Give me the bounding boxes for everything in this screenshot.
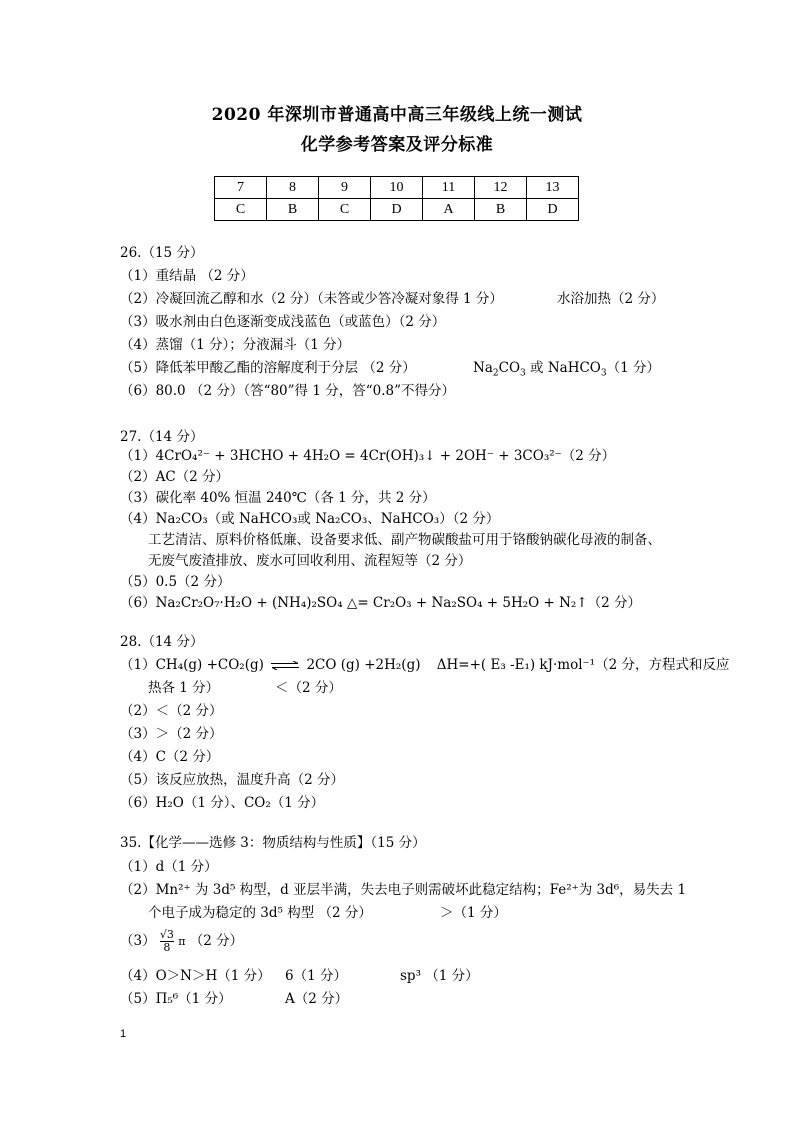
q35-line-2c: ＞（1 分）	[440, 905, 507, 921]
question-number-cell: 7	[215, 177, 267, 199]
q35-line-2a: （2）Mn²⁺ 为 3d⁵ 构型，d 亚层半满，失去电子则需破坏此稳定结构；Fe²⁺为 3d⁶，易失去 1	[120, 882, 687, 898]
answer-cell: B	[267, 199, 319, 221]
q35-line-2b: 个电子成为稳定的 3d⁵ 构型 （2 分）	[148, 905, 372, 921]
q28-l1-products: 2CO (g) +2H₂(g)	[306, 657, 421, 673]
q28-line-2: （2）＜（2 分）	[120, 703, 223, 719]
q28-line-4: （4）C（2 分）	[120, 749, 220, 765]
q28-line-6: （6）H₂O（1 分）、CO₂（1 分）	[120, 795, 325, 811]
page-number: 1	[120, 1028, 127, 1040]
equilibrium-arrow-icon	[270, 661, 300, 670]
fraction-numerator: √3	[159, 928, 174, 941]
question-number-cell: 13	[527, 177, 579, 199]
fraction-denominator: 8	[160, 941, 174, 954]
pi-symbol: π	[178, 935, 186, 948]
answer-cell: D	[527, 199, 579, 221]
q26-l5b-post: 或 NaHCO	[525, 360, 601, 376]
q28-line-1d: 热各 1 分）	[148, 680, 220, 696]
answer-table-answer-row	[215, 199, 579, 221]
q26-header: 26.（15 分）	[120, 245, 204, 261]
answer-cell: B	[475, 199, 527, 221]
q27-line-4c: 无废气废渣排放、废水可回收利用、流程短等（2 分）	[148, 553, 472, 569]
q26-l5b-pre: Na	[473, 360, 493, 376]
q27-line-5: （5）0.5（2 分）	[120, 574, 231, 590]
q35-line-1: （1）d（1 分）	[120, 859, 218, 875]
q35-line-4c: sp³ （1 分）	[400, 968, 479, 984]
q28-header: 28.（14 分）	[120, 634, 204, 650]
q26-line-5b: $Na_2CO_3$ 或 NaHCO$_3$（1 分）	[473, 360, 660, 379]
q35-line-3	[120, 929, 243, 954]
q26-l5b-mid: CO	[498, 360, 521, 376]
question-number-cell: 12	[475, 177, 527, 199]
q35-l3-score: （2 分）	[189, 933, 244, 949]
q27-line-4: （4）Na₂CO₃（或 NaHCO₃或 Na₂CO₃、NaHCO₃）（2 分）	[120, 511, 500, 527]
q26-l5b-end: （1 分）	[606, 360, 660, 376]
q26-line-4: （4）蒸馏（1 分）；分液漏斗（1 分）	[120, 337, 351, 353]
q28-line-3: （3）＞（2 分）	[120, 726, 223, 742]
q26-line-2b: 水浴加热（2 分）	[557, 291, 665, 307]
answer-cell: C	[319, 199, 371, 221]
fraction	[160, 929, 174, 954]
answer-table	[214, 176, 579, 221]
q35-line-4a: （4）O＞N＞H（1 分）	[120, 968, 271, 984]
document-subtitle: 化学参考答案及评分标准	[300, 135, 494, 155]
answer-cell: D	[371, 199, 423, 221]
q28-l1-enthalpy: ΔH=+( E₃ -E₁) kJ·mol⁻¹（2 分，方程式和反应	[436, 657, 730, 673]
q26-line-2a: （2）冷凝回流乙醇和水（2 分）（未答或少答冷凝对象得 1 分）	[120, 291, 503, 307]
q28-line-1e: ＜（2 分）	[275, 680, 342, 696]
q26-line-1: （1）重结晶 （2 分）	[120, 268, 254, 284]
q28-l1-reactants: （1）CH₄(g) +CO₂(g)	[120, 657, 264, 673]
question-number-cell: 10	[371, 177, 423, 199]
q35-line-5b: A（2 分）	[285, 991, 349, 1007]
question-number-cell: 9	[319, 177, 371, 199]
answer-cell: A	[423, 199, 475, 221]
q27-header: 27.（14 分）	[120, 429, 204, 445]
q27-line-4b: 工艺清洁、原料价格低廉、设备要求低、副产物碳酸盐可用于铬酸钠碳化母液的制备、	[148, 532, 661, 548]
answer-cell: C	[215, 199, 267, 221]
document-title: 2020 年深圳市普通高中高三年级线上统一测试	[211, 105, 583, 125]
q26-line-6: （6）80.0 （2 分）（答“80”得 1 分，答“0.8”不得分）	[120, 383, 455, 399]
q35-header: 35.【化学——选修 3：物质结构与性质】（15 分）	[120, 835, 426, 851]
q35-line-5a: （5）Π₅⁶（1 分）	[120, 991, 232, 1007]
question-number-cell: 8	[267, 177, 319, 199]
q27-line-3: （3）碳化率 40% 恒温 240℃（各 1 分，共 2 分）	[120, 490, 436, 506]
q27-line-6: （6）Na₂Cr₂O₇·H₂O + (NH₄)₂SO₄ △= Cr₂O₃ + Na₂SO₄ + 5H₂O + N₂↑（2 分）	[120, 595, 642, 611]
q35-line-4b: 6（1 分）	[285, 968, 347, 984]
q28-line-1	[120, 656, 729, 674]
answer-table-question-row	[215, 177, 579, 199]
q28-line-5: （5）该反应放热，温度升高（2 分）	[120, 772, 344, 788]
q35-l3-prefix: （3）	[120, 933, 156, 949]
q26-line-3: （3）吸水剂由白色逐渐变成浅蓝色（或蓝色）（2 分）	[120, 314, 446, 330]
q27-line-2: （2）AC（2 分）	[120, 469, 230, 485]
q27-line-1: （1）4CrO₄²⁻ + 3HCHO + 4H₂O = 4Cr(OH)₃↓ + 2OH⁻ + 3CO₃²⁻（2 分）	[120, 448, 616, 464]
question-number-cell: 11	[423, 177, 475, 199]
q26-line-5a: （5）降低苯甲酸乙酯的溶解度利于分层 （2 分）	[120, 360, 416, 376]
